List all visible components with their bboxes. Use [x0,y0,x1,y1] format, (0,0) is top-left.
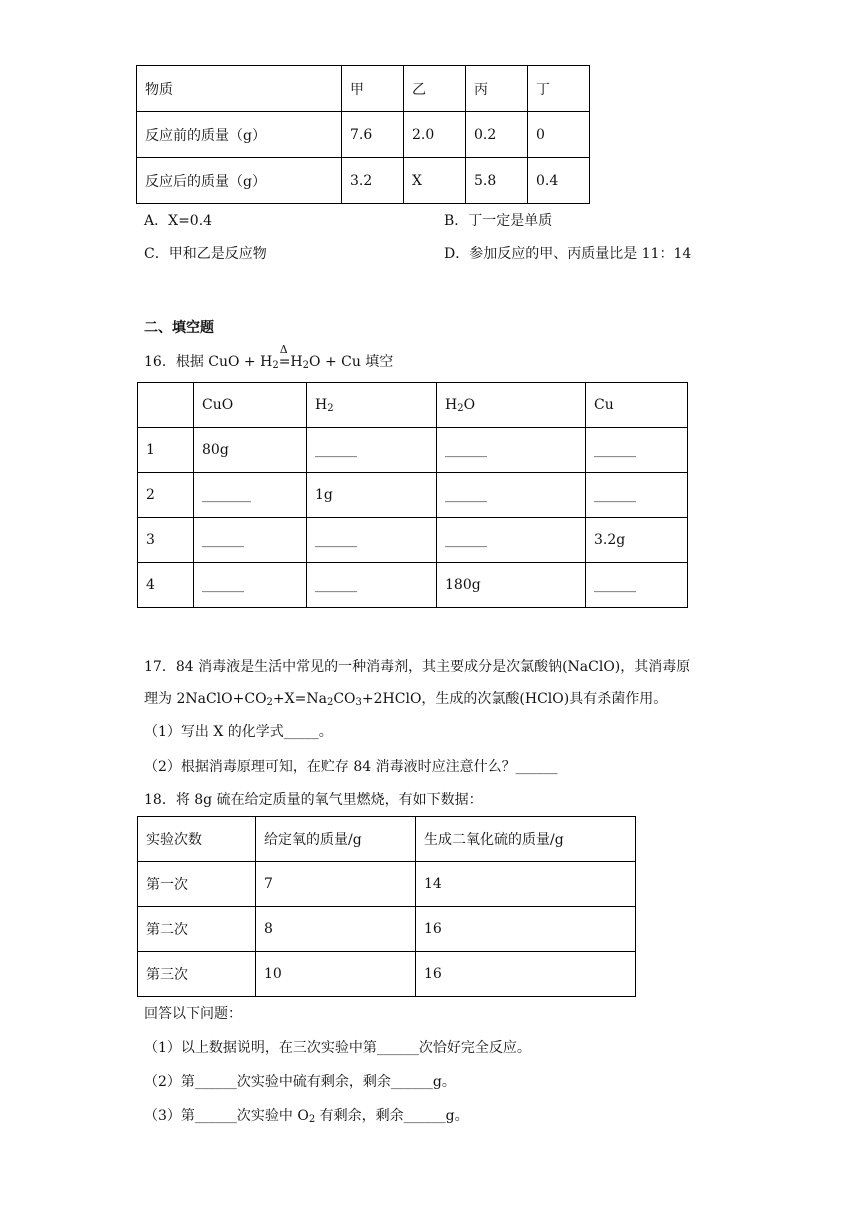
section-title: 二、填空题 [144,320,214,336]
subscript: 2 [457,402,464,414]
question-17-line1: 17．84 消毒液是生活中常见的一种消毒剂，其主要成分是次氯酸钠(NaClO)，其消毒原 [144,659,691,675]
table-cell: 丁 [528,66,590,112]
table-cell: ______ [194,563,307,608]
text: 有剩余，剩余______g。 [315,1108,469,1124]
subscript: 2 [326,697,334,708]
table-cell: ______ [437,428,586,473]
table-row [137,112,590,158]
table-cell: 第二次 [138,907,256,952]
option-c: C．甲和乙是反应物 [144,246,267,262]
table-cell: _______ [194,473,307,518]
table-cell: 14 [416,862,636,907]
table-cell: 第三次 [138,952,256,997]
table-cell: 给定氧的质量/g [256,817,416,862]
table-cell: 3.2g [586,518,688,563]
table-cell: 16 [416,952,636,997]
table-cell: 3 [138,518,194,563]
question-18-sub1: （1）以上数据说明，在三次实验中第______次恰好完全反应。 [144,1040,531,1056]
q16-text-prefix: 16．根据 CuO + H [144,354,273,370]
table-cell: ______ [586,428,688,473]
table-row [138,473,688,518]
table-cell: ______ [194,518,307,563]
subscript: 2 [308,1114,316,1125]
q16-text-suffix: O + Cu 填空 [309,354,394,370]
table-cell: 16 [416,907,636,952]
table-cell: 80g [194,428,307,473]
table-cell: 甲 [342,66,404,112]
table-cell [138,383,194,428]
option-a: A．X=0.4 [144,213,213,229]
table-cell: 1g [307,473,437,518]
table-row [138,817,636,862]
delta-symbol: Δ [279,343,288,356]
question-16 [144,343,394,376]
table-cell: ______ [307,428,437,473]
question-18-sub3 [144,1106,469,1130]
table-q18 [137,816,636,997]
text: CO [333,691,356,707]
option-d: D．参加反应的甲、丙质量比是 11：14 [444,246,692,262]
table-cell: 物质 [137,66,342,112]
table-row [138,563,688,608]
table-cell: 实验次数 [138,817,256,862]
subscript: 2 [302,360,310,371]
table-cell: 生成二氧化硫的质量/g [416,817,636,862]
table-cell [307,383,437,428]
table-cell: 0.4 [528,158,590,204]
table-cell: 3.2 [342,158,404,204]
table-row [137,158,590,204]
table-cell: Cu [586,383,688,428]
table-cell: ______ [307,518,437,563]
table-cell: ______ [307,563,437,608]
text: +X=Na [272,691,327,707]
table-row [138,907,636,952]
table-cell: 7 [256,862,416,907]
table-row [138,383,688,428]
table-cell: 反应前的质量（g） [137,112,342,158]
table-cell: 4 [138,563,194,608]
question-18-title: 18．将 8g 硫在给定质量的氧气里燃烧，有如下数据： [144,792,483,808]
subscript: 2 [327,402,334,414]
header-text: H [315,396,328,413]
text: （3）第______次实验中 O [144,1108,309,1124]
table-cell: ______ [586,563,688,608]
option-b: B．丁一定是单质 [444,213,553,229]
question-17-sub2: （2）根据消毒原理可知，在贮存 84 消毒液时应注意什么？______ [144,759,558,775]
header-text: H [445,396,458,413]
table-q15 [136,65,590,204]
text: +2HClO，生成的次氯酸(HClO)具有杀菌作用。 [361,691,668,707]
table-cell: CuO [194,383,307,428]
header-text-tail: O [463,396,476,413]
table-cell: 乙 [404,66,466,112]
text: 理为 2NaClO+CO [144,691,267,707]
table-cell: 180g [437,563,586,608]
table-row [137,66,590,112]
table-cell: 1 [138,428,194,473]
table-cell: ______ [437,518,586,563]
table-cell: 2 [138,473,194,518]
table-q16 [137,382,688,608]
table-cell: ______ [586,473,688,518]
table-cell: X [404,158,466,204]
subscript: 3 [355,697,362,708]
table-cell: 8 [256,907,416,952]
table-cell: 0.2 [466,112,528,158]
table-cell: 丙 [466,66,528,112]
table-row [138,518,688,563]
equals-sign: = [278,354,291,370]
subscript: 2 [272,360,279,371]
table-row [138,428,688,473]
table-row [138,952,636,997]
table-cell: 2.0 [404,112,466,158]
q16-text-mid: H [290,354,303,370]
table-cell: ______ [437,473,586,518]
answer-prompt: 回答以下问题： [144,1006,242,1022]
table-cell: 10 [256,952,416,997]
table-cell: 7.6 [342,112,404,158]
table-cell: 5.8 [466,158,528,204]
table-cell: 第一次 [138,862,256,907]
question-17-line2 [144,689,667,713]
delta-equals [278,343,291,372]
table-cell [437,383,586,428]
table-cell: 0 [528,112,590,158]
question-17-sub1: （1）写出 X 的化学式_____。 [144,724,333,740]
table-row [138,862,636,907]
table-cell: 反应后的质量（g） [137,158,342,204]
question-18-sub2: （2）第______次实验中硫有剩余，剩余______g。 [144,1074,456,1090]
subscript: 2 [266,697,273,708]
